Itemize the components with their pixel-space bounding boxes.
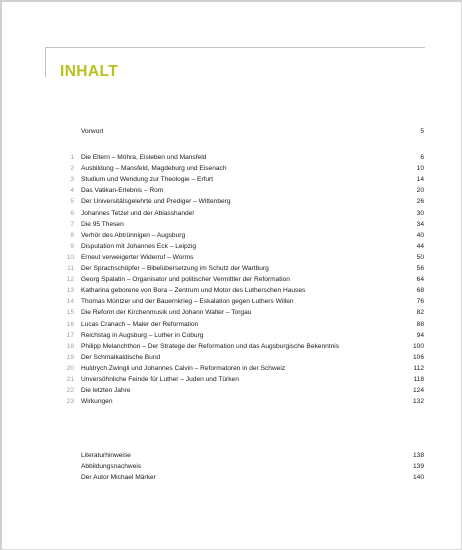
toc-chapter-entry [0,174,462,185]
entry-title: Johannes Tetzel und der Ablasshandel [81,209,194,217]
chapter-number: 7 [70,220,74,228]
toc-chapter-entry [0,274,462,285]
entry-title: Vorwort [81,128,104,135]
chapter-number: 2 [70,165,74,173]
entry-title: Die 95 Thesen [81,220,124,228]
entry-title: Die Eltern – Möhra, Eisleben und Mansfeld [81,154,207,161]
entry-title: Verhör des Abtrünnigen – Augsburg [81,231,186,239]
chapter-number: 11 [67,265,74,272]
chapter-number: 22 [66,387,74,395]
entry-title: Das Vatikan-Erlebnis – Rom [81,187,164,195]
entry-title: Disputation mit Johannes Eck – Leipzig [81,242,197,250]
page-number: 10 [416,165,424,173]
page-number: 20 [416,187,424,195]
toc-chapter-entry [0,230,462,241]
toc-back-entry [0,472,462,483]
chapter-number: 23 [66,398,74,406]
toc-chapter-entry [0,352,462,363]
entry-title: Abbildungsnachweis [81,462,142,470]
chapter-number: 12 [66,276,74,284]
entry-title: Lucas Cranach – Maler der Reformation [81,320,199,328]
toc-chapter-entry [0,163,462,174]
chapter-number: 6 [70,209,74,217]
page-number: 100 [412,342,424,350]
entry-title: Ausbildung – Mansfeld, Magdeburg und Eisenach [81,165,227,173]
chapter-number: 8 [70,231,74,239]
entry-title: Philipp Melanchthon – Der Stratege der Reformation und das Augsburgische Bekenntnis [81,342,340,350]
page-number: 139 [412,462,424,470]
toc-chapter-entry [0,319,462,330]
chapter-number: 19 [66,353,74,361]
entry-title: Unversöhnliche Feinde für Luther – Juden und Türken [81,376,239,383]
chapter-number: 18 [66,342,74,350]
toc-chapter-entry [0,396,462,407]
chapter-number: 17 [66,331,74,339]
page-number: 132 [412,398,424,406]
chapter-number: 10 [66,253,74,261]
page-number: 34 [416,220,424,228]
toc-back-entry [0,461,462,472]
page-number: 124 [412,387,424,395]
entry-title: Wirkungen [81,398,113,406]
page-number: 40 [416,231,424,239]
chapter-number: 14 [66,298,74,306]
chapter-number: 4 [70,187,74,195]
toc-chapter-entry [0,241,462,252]
page-number: 118 [413,376,424,383]
entry-title: Reichstag in Augsburg – Luther in Coburg [81,331,204,339]
page-number: 76 [416,298,424,306]
entry-title: Die letzten Jahre [81,387,131,395]
chapter-number: 20 [66,364,74,372]
entry-title: Georg Spalatin – Organisator und politischer Vermittler der Reformation [81,276,290,284]
page-number: 112 [413,364,424,372]
toc-chapter-entry [0,341,462,352]
page-number: 64 [416,276,424,284]
entry-title: Erneut verweigerter Widerruf – Worms [81,253,194,261]
entry-title: Huldrych Zwingli und Johannes Calvin – Reformatoren in der Schweiz [81,364,286,372]
page-number: 30 [416,209,424,217]
page-number: 6 [420,154,424,161]
page-number: 82 [416,309,424,317]
chapter-number: 13 [66,287,74,295]
toc-chapter-entry [0,330,462,341]
chapter-number: 21 [66,376,74,383]
chapter-number: 15 [66,309,74,317]
page-title: INHALT [60,63,119,80]
page-number: 14 [416,176,424,184]
entry-title: Die Reform der Kirchenmusik und Johann Walter – Torgau [81,309,252,317]
entry-title: Der Universitätsgelehrte und Prediger – Wittenberg [81,198,231,206]
page-number: 140 [412,473,424,481]
entry-title: Der Autor Michael Märker [81,473,156,481]
toc-chapter-entry [0,385,462,396]
page-number: 5 [420,128,424,135]
toc-chapter-entry [0,152,462,163]
chapter-number: 5 [70,198,74,206]
page-number: 106 [412,353,424,361]
toc-chapter-entry [0,252,462,263]
chapter-number: 16 [66,320,74,328]
page-number: 94 [416,331,424,339]
page-number: 88 [416,320,424,328]
toc-chapter-entry [0,285,462,296]
entry-title: Katharina geborene von Bora – Zentrum und Motor des Lutherschen Hauses [81,287,306,295]
chapter-number: 1 [70,154,74,161]
entry-title: Studium und Wendung zur Theologie – Erfurt [81,176,214,184]
page-number: 68 [416,287,424,295]
entry-title: Der Schmalkaldische Bund [81,353,161,361]
toc-chapter-entry [0,263,462,274]
page-number: 138 [412,451,424,459]
page-number: 44 [416,242,424,250]
toc-chapter-entry [0,296,462,307]
toc-chapter-entry [0,307,462,318]
toc-chapter-entry [0,363,462,374]
toc-back-entry [0,450,462,461]
page-number: 26 [416,198,424,206]
toc-chapter-entry [0,374,462,385]
toc-chapter-entry [0,219,462,230]
entry-title: Thomas Müntzer und der Bauernkrieg – Eskalation gegen Luthers Willen [81,298,294,306]
toc-front-entry [0,126,462,137]
toc-chapter-entry [0,185,462,196]
chapter-number: 9 [70,242,74,250]
chapter-number: 3 [70,176,74,184]
entry-title: Literaturhinweise [81,451,131,459]
toc-chapter-entry [0,208,462,219]
page-number: 50 [416,253,424,261]
page-number: 56 [416,265,424,272]
toc-chapter-entry [0,196,462,207]
entry-title: Der Sprachschöpfer – Bibelübersetzung im Schutz der Wartburg [81,265,269,272]
